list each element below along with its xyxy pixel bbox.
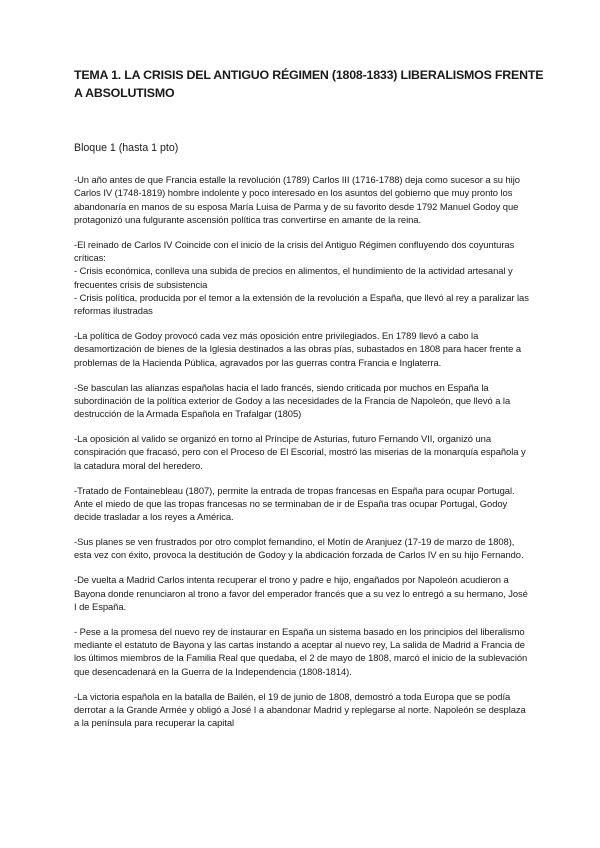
paragraph-succession: -Un año antes de que Francia estalle la revolución (1789) Carlos III (1716-1788) deja como sucesor a su hijo Carlos IV (1748-1819) hombre indolente y poco interesado en los asuntos del gobierno que muy pronto los abandonaría en manos de su esposa María Luisa de Parma y de su favorito desde 1792 Manuel Godoy que protagonizó una fulgurante ascensión política tras convertirse en amante de la reina. [74,174,520,225]
document-body [74,173,532,741]
list-item-economic-crisis: - Crisis económica, conlleva una subida de precios en alimentos, el hundimiento de la actividad artesanal y frecuentes crisis de subsistencia [74,265,513,290]
paragraph-bailen: -La victoria española en la batalla de Bailén, el 19 de junio de 1808, demostró a toda Europa que se podía derrotar a la Grande Armée y obligó a José I a abandonar Madrid y replegarse al norte. Napoleón se desplaza a la península para recuperar la capital [74,690,526,729]
paragraph-crisis-group [74,238,532,318]
paragraph-fontainebleau: -Tratado de Fontainebleau (1807), permite la entrada de tropas francesas en España para ocupar Portugal. Ante el miedo de que las tropas francesas no se terminaban de ir de España tras ocupar Portugal, Godoy decide trasladar a los reyes a América. [74,484,515,523]
paragraph-opposition: -La oposición al valido se organizó en torno al Príncipe de Asturias, futuro Fernando VII, organizó una conspiración que fracasó, pero con el Proceso de El Escorial, mostró las miserias de la monarquía española y la catadura moral del heredero. [74,433,526,471]
paragraph-reign: -El reinado de Carlos IV Coincide con el inicio de la crisis del Antiguo Régimen confluyendo dos coyunturas críticas: [74,238,515,264]
paragraph-aranjuez: -Sus planes se ven frustrados por otro complot fernandino, el Motín de Aranjuez (17-19 de marzo de 1808), esta vez con éxito, provoca la destitución de Godoy y la abdicación forzada de Carlos IV en su hijo Fernando. [74,536,524,561]
block-heading: Bloque 1 (hasta 1 pto) [74,142,179,154]
paragraph-dos-de-mayo: - Pese a la promesa del nuevo rey de instaurar en España un sistema basado en los principios del liberalismo mediante el estatuto de Bayona y las cartas instando a aceptar al nuevo rey, La salida de Madrid a Francia de los últimos miembros de la Familia Real que quedaba, el 2 de mayo de 1808, marcó el inicio de la sublevación que desencadenará en la Guerra de la Independencia (1808-1814). [74,625,528,677]
document-title: TEMA 1. LA CRISIS DEL ANTIGUO RÉGIMEN (1808-1833) LIBERALISMOS FRENTE A ABSOLUTISMO [74,68,544,100]
paragraph-alliances: -Se basculan las alianzas españolas hacia el lado francés, siendo criticada por muchos en España la subordinación de la política exterior de Godoy a las necesidades de la Francia de Napoleón, que llevó a la destrucción de la Armada Española en Trafalgar (1805) [74,381,511,420]
paragraph-bayona: -De vuelta a Madrid Carlos intenta recuperar el trono y padre e hijo, engañados por Napoleón acudieron a Bayona donde renunciaron al trono a favor del emperador francés que a su vez lo entregó a su hermano, José I de España. [74,574,528,612]
list-item-political-crisis: - Crisis política, producida por el temor a la extensión de la revolución a España, que llevó al rey a paralizar las reformas ilustradas [74,291,529,317]
paragraph-godoy-policy: -La política de Godoy provocó cada vez más oposición entre privilegiados. En 1789 llevó a cabo la desamortización de bienes de la Iglesia destinados a las obras pías, subastados en 1808 para hacer frente a problemas de la Hacienda Pública, agravados por las guerras contra Francia e Inglaterra. [74,330,522,368]
